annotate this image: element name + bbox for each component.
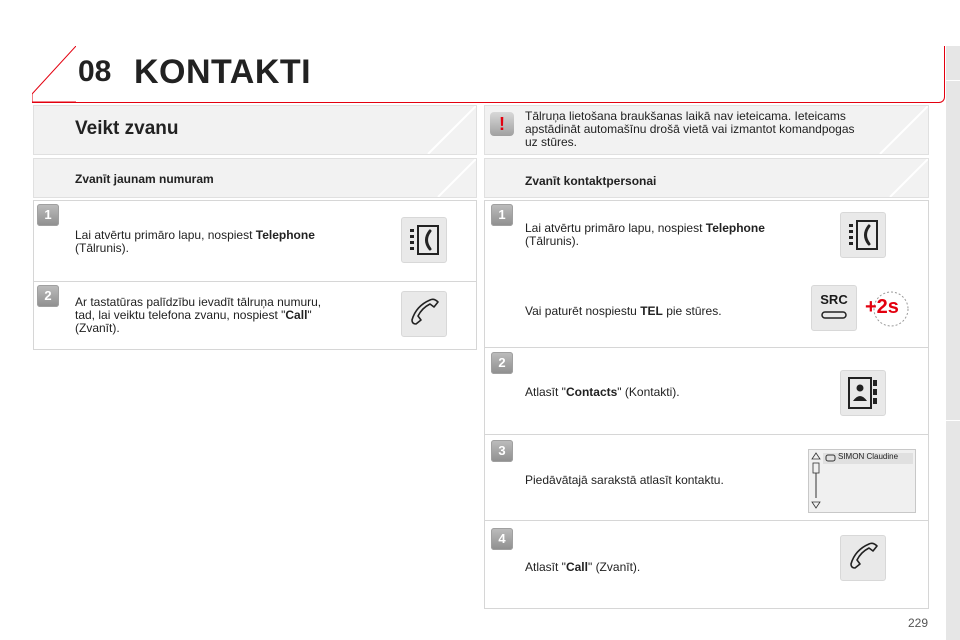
warning-icon: ! (490, 112, 514, 136)
contact-list-item[interactable]: SIMON Claudine (838, 452, 899, 461)
subsection-title: Zvanīt jaunam numuram (75, 172, 214, 186)
hold-duration-label: +2s (865, 296, 899, 318)
telephone-handset-keypad-icon (401, 217, 447, 263)
step-text: Lai atvērtu primāro lapu, nospiest Telephone (Tālrunis). (75, 228, 315, 255)
chapter-title: KONTAKTI (134, 53, 312, 91)
chapter-number: 08 (78, 55, 112, 88)
step-badge-4: 4 (491, 528, 513, 550)
step-text: Lai atvērtu primāro lapu, nospiest Telephone (Tālrunis). (525, 221, 765, 248)
step-badge-2: 2 (37, 285, 59, 307)
steering-src-button-icon: SRC (811, 285, 857, 331)
step-text: Atlasīt "Call" (Zvanīt). (525, 560, 641, 574)
contacts-book-icon (840, 370, 886, 416)
step-badge-1: 1 (491, 204, 513, 226)
telephone-handset-keypad-icon (840, 212, 886, 258)
step-badge-3: 3 (491, 440, 513, 462)
list-scrollbar[interactable] (811, 452, 821, 510)
page-edge-strip (946, 46, 960, 640)
section-title: Veikt zvanu (75, 118, 179, 139)
subsection-title: Zvanīt kontaktpersonai (525, 174, 657, 188)
page-number: 229 (908, 616, 929, 630)
phone-call-icon (401, 291, 447, 337)
step-text: Piedāvātajā sarakstā atlasīt kontaktu. (525, 473, 724, 487)
warning-text: Tālruņa lietošana braukšanas laikā nav ieteicama. Ieteicams apstādināt automašīnu drošā vietā vai izmantot komandpogas uz stūres. (525, 109, 855, 149)
phone-call-icon (840, 535, 886, 581)
step-text: Atlasīt "Contacts" (Kontakti). (525, 385, 680, 399)
step-badge-2: 2 (491, 352, 513, 374)
phone-small-icon (825, 453, 837, 463)
step-alt-text: Vai paturēt nospiestu TEL pie stūres. (525, 304, 722, 318)
step-text: Ar tastatūras palīdzību ievadīt tālruņa numuru, tad, lai veiktu telefona zvanu, nospiest "Call" (Zvanīt). (75, 295, 322, 335)
step-badge-1: 1 (37, 204, 59, 226)
header-corner-decoration (32, 46, 76, 102)
contact-list-screen (808, 449, 916, 513)
